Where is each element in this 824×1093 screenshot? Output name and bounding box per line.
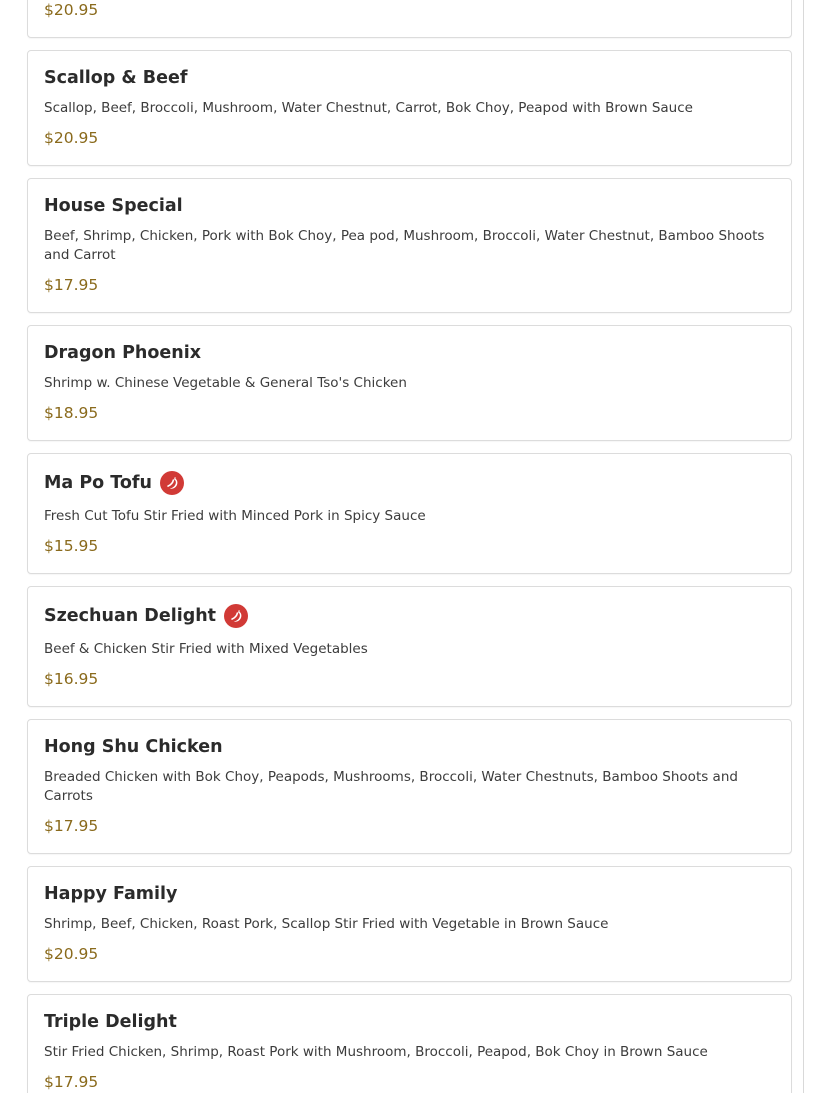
menu-item-price: $18.95 — [44, 404, 99, 422]
menu-item-card[interactable] — [27, 50, 792, 166]
menu-item-price: $17.95 — [44, 276, 99, 294]
menu-item-description: Beef, Shrimp, Chicken, Pork with Bok Choy, Pea pod, Mushroom, Broccoli, Water Chestnut, Bamboo Shoots and Carrot — [44, 228, 765, 263]
menu-item-card[interactable] — [27, 586, 792, 707]
menu-item-name: Ma Po Tofu — [44, 473, 152, 493]
menu-item-card[interactable] — [27, 453, 792, 574]
menu-item-name: Dragon Phoenix — [44, 343, 201, 363]
menu-item-description: Scallop, Beef, Broccoli, Mushroom, Water Chestnut, Carrot, Bok Choy, Peapod with Brown Sauce — [44, 100, 693, 116]
menu-item-card[interactable] — [27, 866, 792, 982]
menu-item-title-row — [44, 602, 775, 630]
menu-item-card[interactable] — [27, 994, 792, 1093]
menu-item-card[interactable] — [27, 178, 792, 313]
menu-item-name: Scallop & Beef — [44, 68, 188, 88]
menu-item-price: $20.95 — [44, 1, 99, 19]
menu-item-price: $15.95 — [44, 537, 99, 555]
menu-item-title-row — [44, 469, 775, 497]
chili-pepper-icon — [224, 604, 248, 628]
menu-item-price: $16.95 — [44, 670, 99, 688]
menu-item-description: Breaded Chicken with Bok Choy, Peapods, Mushrooms, Broccoli, Water Chestnuts, Bamboo Shoots and Carrots — [44, 769, 738, 804]
menu-item-description: Beef & Chicken Stir Fried with Mixed Vegetables — [44, 641, 368, 657]
page-divider — [803, 0, 804, 1093]
menu-item-name: Szechuan Delight — [44, 606, 217, 626]
menu-item-name: Hong Shu Chicken — [44, 737, 223, 757]
menu-item-description: Stir Fried Chicken, Shrimp, Roast Pork with Mushroom, Broccoli, Peapod, Bok Choy in Brown Sauce — [44, 1044, 708, 1060]
menu-item-description: Fresh Cut Tofu Stir Fried with Minced Pork in Spicy Sauce — [44, 508, 426, 524]
menu-item-name: Triple Delight — [44, 1012, 177, 1032]
menu-item-card[interactable] — [27, 0, 792, 38]
menu-item-price: $17.95 — [44, 1073, 99, 1091]
menu-item-description: Shrimp, Beef, Chicken, Roast Pork, Scallop Stir Fried with Vegetable in Brown Sauce — [44, 916, 609, 932]
menu-item-card[interactable] — [27, 325, 792, 441]
menu-item-name: Happy Family — [44, 884, 178, 904]
menu-item-price: $17.95 — [44, 817, 99, 835]
menu-item-price: $20.95 — [44, 945, 99, 963]
menu-item-list — [27, 0, 792, 1093]
chili-pepper-icon — [160, 471, 184, 495]
menu-item-description: Shrimp w. Chinese Vegetable & General Tso's Chicken — [44, 375, 407, 391]
menu-item-price: $20.95 — [44, 129, 99, 147]
menu-item-card[interactable] — [27, 719, 792, 854]
menu-item-name: House Special — [44, 196, 183, 216]
